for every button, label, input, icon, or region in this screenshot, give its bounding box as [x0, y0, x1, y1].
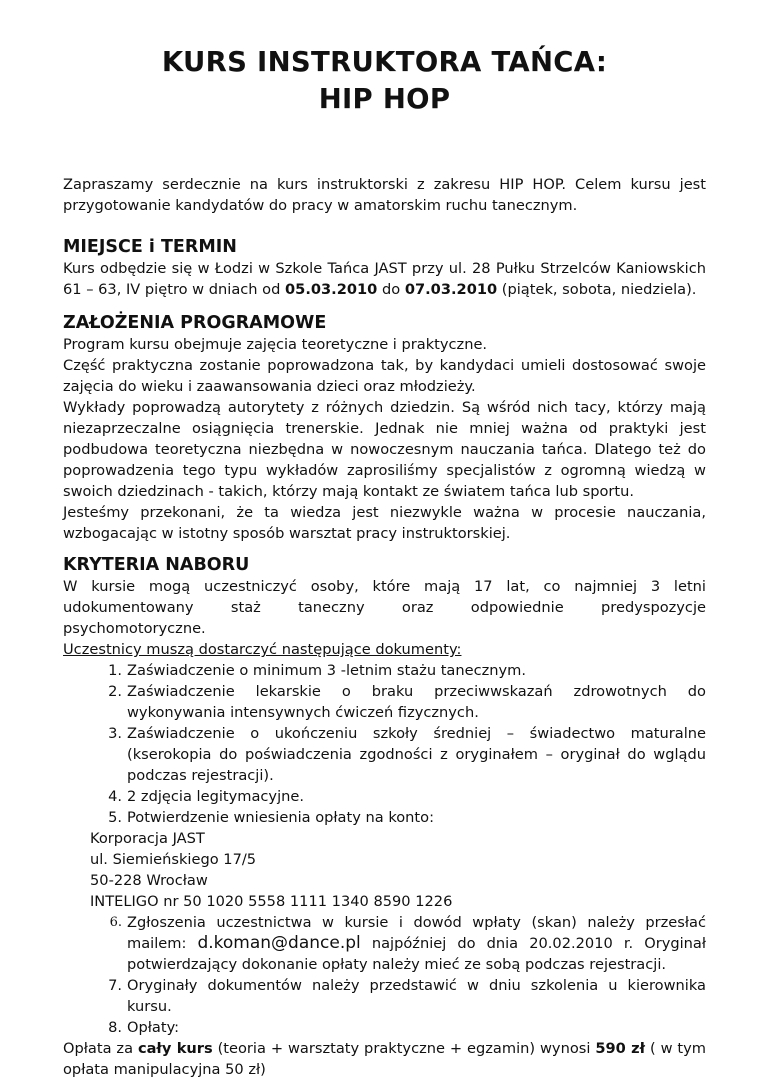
fee-scope: cały kurs [137, 1040, 213, 1057]
date-from: 05.03.2010 [285, 281, 378, 298]
email-link[interactable]: d.koman@dance.pl [197, 933, 361, 953]
program-paragraph-3: Wykłady poprowadzą autorytety z różnych dziedzin. Są wśród nich tacy, którzy mają niezaprzeczalne osiągnięcia trenerskie. Jednak nie mniej ważna od praktyki jest podbudowa teoretyczna niezbędna w nowoczesnym nauczania tańca. Dlatego też do poprowadzenia tego typu wykładów zaprosiliśmy specjalistów z ogromną wiedzą w swoich dziedzinach - takich, którzy mają kontakt ze światem tańca lub sportu. [63, 399, 706, 500]
documents-heading: Uczestnicy muszą dostarczyć następujące dokumenty: [63, 641, 462, 658]
list-item: 4. 2 zdjęcia legitymacyjne. [108, 788, 304, 805]
account-number: INTELIGO nr 50 1020 5558 1111 1340 8590 1226 [90, 893, 453, 910]
documents-list [63, 660, 706, 828]
documents-list-continued [63, 912, 706, 1038]
requirements-line-1: W kursie mogą uczestniczyć osoby, które mają 17 lat, co najmniej 3 letni [63, 578, 706, 595]
list-item: 8. Opłaty: [108, 1019, 180, 1036]
list-item: 6. Zgłoszenia uczestnictwa w kursie i dowód wpłaty (skan) należy przesłać mailem: d.koman@dance.pl najpóźniej do dnia 20.02.2010 r. Oryginał potwierdzający dokonanie opłaty należy mieć ze sobą podczas rejestracji. [109, 914, 706, 973]
location-paragraph: Kurs odbędzie się w Łodzi w Szkole Tańca JAST przy ul. 28 Pułku Strzelców Kaniowskich 61 – 63, IV piętro w dniach od 05.03.2010 do 07.03.2010 (piątek, sobota, niedziela). [63, 260, 706, 298]
requirements-line-2: udokumentowany staż taneczny oraz odpowiednie predyspozycje [63, 599, 706, 616]
date-to: 07.03.2010 [404, 281, 498, 298]
bank-address [63, 828, 706, 912]
program-paragraph-2: Część praktyczna zostanie poprowadzona tak, by kandydaci umieli dostosować swoje zajęcia do wieku i zaawansowania dzieci oraz młodzieży. [63, 357, 706, 395]
list-item: 2. Zaświadczenie lekarskie o braku przeciwwskazań zdrowotnych do wykonywania intensywnych ćwiczeń fizycznych. [108, 683, 706, 721]
list-item: 5. Potwierdzenie wniesienia opłaty na konto: [108, 809, 434, 826]
program-paragraph-1: Program kursu obejmuje zajęcia teoretyczne i praktyczne. [63, 336, 488, 353]
section-heading-criteria: KRYTERIA NABORU [63, 555, 250, 575]
section-heading-program: ZAŁOŻENIA PROGRAMOWE [63, 313, 327, 333]
list-item: 1. Zaświadczenie o minimum 3 -letnim stażu tanecznym. [108, 662, 527, 679]
section-heading-location: MIEJSCE i TERMIN [63, 237, 237, 257]
intro-paragraph: Zapraszamy serdecznie na kurs instruktorski z zakresu HIP HOP. Celem kursu jest przygotowanie kandydatów do pracy w amatorskim ruchu tanecznym. [63, 176, 706, 214]
list-item: 3. Zaświadczenie o ukończeniu szkoły średniej – świadectwo maturalne (kserokopia do poświadczenia zgodności z oryginałem – oryginał do wglądu podczas rejestracji). [108, 725, 706, 784]
requirements-line-3: psychomotoryczne. [63, 620, 206, 637]
title-line-1: KURS INSTRUKTORA TAŃCA: [161, 46, 608, 78]
list-item: 7. Oryginały dokumentów należy przedstawić w dniu szkolenia u kierownika kursu. [108, 977, 706, 1015]
title-line-2: HIP HOP [318, 83, 451, 115]
fee-amount: 590 zł [595, 1040, 646, 1057]
fee-paragraph: Opłata za cały kurs (teoria + warsztaty praktyczne + egzamin) wynosi 590 zł ( w tym opłata manipulacyjna 50 zł) [63, 1040, 706, 1078]
document-page [63, 44, 706, 1080]
address-line-3: 50-228 Wrocław [90, 872, 208, 889]
program-paragraph-4: Jesteśmy przekonani, że ta wiedza jest niezwykle ważna w procesie nauczania, wzbogacając w istotny sposób warsztat pracy instruktorskiej. [63, 504, 706, 542]
address-line-1: Korporacja JAST [90, 830, 205, 847]
page-title [63, 44, 706, 118]
address-line-2: ul. Siemieńskiego 17/5 [90, 851, 257, 868]
